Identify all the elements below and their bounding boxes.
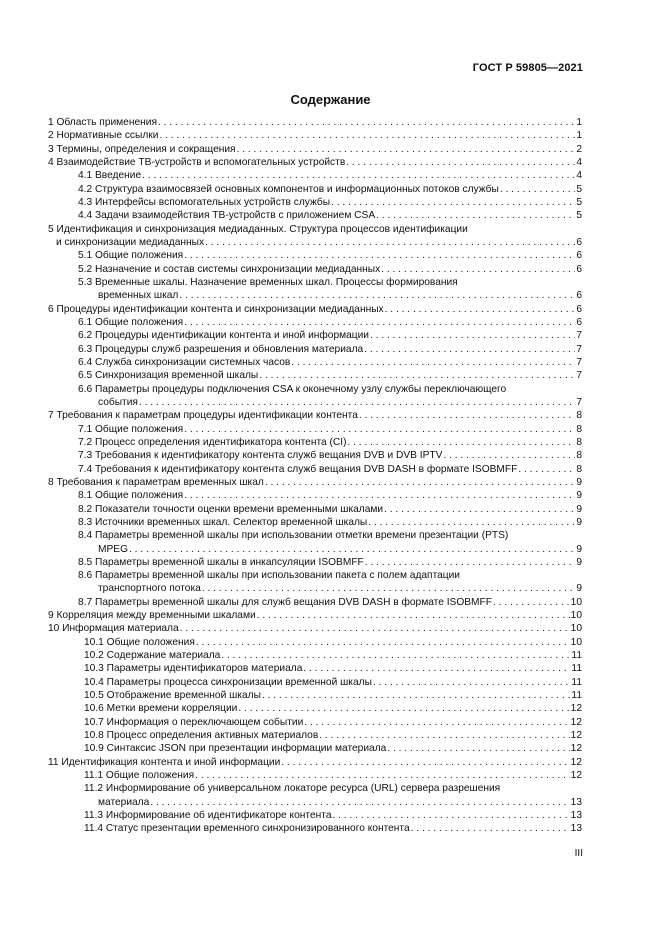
toc-entry-title: 7.4 Требования к идентификатору контента служб вещания DVB DASH в формате ISOBMFF — [78, 463, 518, 475]
toc-entry-page: 10 — [570, 596, 582, 608]
toc-entry-page: 5 — [576, 183, 582, 195]
toc-leader-dots — [385, 303, 576, 316]
toc-leader-dots — [365, 556, 576, 569]
toc-leader-dots — [139, 396, 575, 409]
toc-entry — [48, 463, 582, 476]
toc-leader-dots — [500, 183, 575, 196]
toc-entry-title: 7.1 Общие положения — [78, 423, 184, 435]
toc-entry — [48, 409, 582, 422]
toc-entry-title: 10.2 Содержание материала — [84, 650, 221, 662]
toc-entry-title: 6.1 Общие положения — [78, 316, 184, 328]
toc-entry — [48, 676, 582, 689]
toc-entry-title: 8.1 Общие положения — [78, 490, 184, 502]
toc-entry-page: 6 — [576, 236, 582, 248]
toc-entry — [48, 529, 582, 542]
toc-entry — [48, 196, 582, 209]
toc-entry-title: 10.3 Параметры идентификаторов материала — [84, 663, 303, 675]
toc-entry — [48, 436, 582, 449]
toc-entry — [48, 809, 582, 822]
toc-entry — [48, 236, 582, 249]
toc-entry-page: 12 — [570, 730, 582, 742]
toc-entry — [48, 129, 582, 142]
toc-entry-page: 10 — [570, 610, 582, 622]
toc-entry-title: 6.2 Процедуры идентификации контента и иной информации — [78, 330, 369, 342]
toc-leader-dots — [281, 756, 569, 769]
page-title: Содержание — [290, 92, 371, 107]
toc-leader-dots — [370, 329, 575, 342]
toc-entry-page: 11 — [571, 690, 582, 702]
toc-entry-title: 5.2 Назначение и состав системы синхронизации медиаданных — [78, 263, 381, 275]
toc-leader-dots — [518, 463, 575, 476]
toc-leader-dots — [259, 369, 575, 382]
toc-leader-dots — [381, 263, 575, 276]
toc-entry-title: 10.5 Отображение временной шкалы — [84, 690, 261, 702]
toc-entry — [48, 756, 582, 769]
toc-entry-page: 9 — [576, 476, 582, 488]
toc-entry-page: 13 — [570, 810, 582, 822]
toc-entry — [48, 423, 582, 436]
toc-entry-page: 8 — [576, 423, 582, 435]
toc-leader-dots — [180, 622, 570, 635]
toc-entry-page: 9 — [576, 490, 582, 502]
toc-entry-page: 11 — [571, 663, 582, 675]
toc-entry-title: 8.5 Параметры временной шкалы в инкапсуляции ISOBMFF — [78, 556, 364, 568]
toc-entry-title: 8.7 Параметры временной шкалы для служб вещания DVB DASH в формате ISOBMFF — [78, 596, 492, 608]
toc-entry-title: 9 Корреляция между временными шкалами — [48, 610, 256, 622]
toc-leader-dots — [159, 129, 575, 142]
toc-entry-page: 7 — [576, 330, 582, 342]
toc-leader-dots — [304, 716, 569, 729]
toc-entry — [48, 729, 582, 742]
toc-entry-page: 8 — [576, 436, 582, 448]
table-of-contents — [48, 116, 582, 836]
toc-leader-dots — [184, 316, 575, 329]
toc-entry — [48, 316, 582, 329]
toc-leader-dots — [332, 809, 569, 822]
toc-entry-title: и синхронизации медиаданных — [56, 236, 205, 248]
toc-leader-dots — [142, 169, 575, 182]
toc-leader-dots — [221, 649, 570, 662]
toc-entry-page: 11 — [571, 676, 582, 688]
toc-entry-page: 4 — [576, 170, 582, 182]
toc-entry — [48, 822, 582, 835]
toc-entry-page: 2 — [576, 143, 582, 155]
toc-entry-title: временных шкал — [98, 290, 179, 302]
toc-entry-page: 13 — [570, 796, 582, 808]
toc-entry-page: 1 — [576, 130, 582, 142]
standard-code: ГОСТ Р 59805—2021 — [472, 62, 583, 74]
toc-leader-dots — [238, 702, 569, 715]
toc-entry — [48, 649, 582, 662]
toc-leader-dots — [493, 596, 570, 609]
toc-entry — [48, 716, 582, 729]
toc-entry-page: 12 — [570, 703, 582, 715]
toc-entry — [48, 556, 582, 569]
toc-entry-title: 6 Процедуры идентификации контента и синхронизации медиаданных — [48, 303, 384, 315]
toc-entry — [48, 449, 582, 462]
toc-entry-title: 10.9 Синтаксис JSON при презентации информации материала — [84, 743, 387, 755]
toc-leader-dots — [364, 343, 575, 356]
toc-entry — [48, 356, 582, 369]
toc-entry-page: 8 — [576, 410, 582, 422]
toc-entry — [48, 183, 582, 196]
toc-entry-page: 12 — [570, 756, 582, 768]
toc-entry-page: 11 — [571, 650, 582, 662]
toc-leader-dots — [443, 449, 575, 462]
toc-entry-title: 11.3 Информирование об идентификаторе контента — [84, 810, 332, 822]
toc-entry — [48, 662, 582, 675]
toc-entry — [48, 782, 582, 795]
toc-leader-dots — [184, 489, 575, 502]
toc-entry-title: 6.4 Служба синхронизации системных часов — [78, 356, 291, 368]
toc-entry-page: 4 — [576, 156, 582, 168]
toc-entry-title: MPEG — [98, 543, 129, 555]
toc-entry-title: 8 Требования к параметрам временных шкал — [48, 476, 264, 488]
toc-entry — [48, 596, 582, 609]
toc-leader-dots — [196, 636, 570, 649]
toc-entry-title: 5 Идентификация и синхронизация медиаданных. Структура процессов идентификации — [48, 223, 468, 235]
toc-entry — [48, 516, 582, 529]
toc-entry — [48, 263, 582, 276]
toc-entry-page: 9 — [576, 516, 582, 528]
toc-entry — [48, 209, 582, 222]
toc-entry-title: 8.4 Параметры временной шкалы при использовании отметки времени презентации (PTS) — [78, 530, 509, 542]
toc-leader-dots — [331, 196, 575, 209]
toc-leader-dots — [373, 676, 571, 689]
page-number: III — [574, 848, 583, 859]
toc-entry — [48, 503, 582, 516]
toc-leader-dots — [262, 689, 571, 702]
toc-leader-dots — [237, 143, 576, 156]
toc-entry — [48, 156, 582, 169]
toc-entry-title: 6.5 Синхронизация временной шкалы — [78, 370, 259, 382]
toc-entry-page: 8 — [576, 450, 582, 462]
toc-entry-title: 11.4 Статус презентации временного синхронизированного контента — [84, 823, 410, 835]
toc-entry-title: 8.6 Параметры временной шкалы при использовании пакета с полем адаптации — [78, 570, 460, 582]
toc-entry-title: 4.4 Задачи взаимодействия ТВ-устройств с приложением CSA — [78, 210, 376, 222]
toc-entry-title: 4 Взаимодействие ТВ-устройств и вспомогательных устройств — [48, 156, 346, 168]
toc-entry-page: 6 — [576, 263, 582, 275]
toc-leader-dots — [184, 423, 575, 436]
toc-entry-page: 6 — [576, 303, 582, 315]
toc-entry-page: 9 — [576, 583, 582, 595]
toc-entry-page: 12 — [570, 716, 582, 728]
toc-entry-page: 7 — [576, 343, 582, 355]
toc-entry-title: 6.3 Процедуры служб разрешения и обновления материала — [78, 343, 364, 355]
toc-leader-dots — [346, 156, 575, 169]
toc-entry-title: 10.1 Общие положения — [84, 636, 195, 648]
toc-entry-page: 6 — [576, 250, 582, 262]
toc-entry-title: 6.6 Параметры процедуры подключения CSA к оконечному узлу службы переключающего — [78, 383, 507, 395]
toc-entry-page: 13 — [570, 823, 582, 835]
toc-leader-dots — [319, 729, 569, 742]
toc-entry — [48, 742, 582, 755]
toc-entry-title: 11.2 Информирование об универсальном локаторе ресурса (URL) сервера разрешения — [84, 783, 501, 795]
toc-entry — [48, 396, 582, 409]
toc-entry — [48, 276, 582, 289]
toc-entry — [48, 489, 582, 502]
toc-leader-dots — [202, 582, 576, 595]
toc-entry-title: 7 Требования к параметрам процедуры идентификации контента — [48, 410, 358, 422]
toc-leader-dots — [205, 236, 575, 249]
toc-entry — [48, 249, 582, 262]
toc-leader-dots — [359, 409, 575, 422]
toc-entry — [48, 329, 582, 342]
toc-entry-title: 11 Идентификация контента и иной информации — [48, 756, 281, 768]
toc-leader-dots — [303, 662, 570, 675]
toc-leader-dots — [376, 209, 575, 222]
toc-entry-title: 10.4 Параметры процесса синхронизации временной шкалы — [84, 676, 372, 688]
toc-entry — [48, 796, 582, 809]
toc-entry — [48, 609, 582, 622]
toc-entry-page: 9 — [576, 503, 582, 515]
toc-leader-dots — [179, 289, 575, 302]
toc-entry-title: 4.1 Введение — [78, 170, 142, 182]
toc-entry-title: 2 Нормативные ссылки — [48, 130, 159, 142]
toc-entry — [48, 223, 582, 236]
toc-entry-title: события — [98, 396, 138, 408]
toc-entry-page: 6 — [576, 316, 582, 328]
toc-entry-page: 12 — [570, 770, 582, 782]
toc-entry-title: 7.2 Процесс определения идентификатора контента (CI) — [78, 436, 347, 448]
toc-entry — [48, 143, 582, 156]
toc-entry-title: 4.2 Структура взаимосвязей основных компонентов и информационных потоков службы — [78, 183, 499, 195]
toc-entry — [48, 769, 582, 782]
toc-leader-dots — [411, 822, 570, 835]
toc-entry — [48, 569, 582, 582]
toc-entry-page: 5 — [576, 196, 582, 208]
toc-entry — [48, 343, 582, 356]
toc-entry-page: 6 — [576, 290, 582, 302]
toc-entry — [48, 289, 582, 302]
toc-leader-dots — [184, 249, 575, 262]
toc-leader-dots — [150, 796, 569, 809]
toc-entry-page: 7 — [576, 356, 582, 368]
toc-leader-dots — [368, 516, 575, 529]
toc-entry — [48, 169, 582, 182]
toc-entry-title: 10.7 Информация о переключающем событии — [84, 716, 304, 728]
toc-entry-page: 12 — [570, 743, 582, 755]
toc-entry — [48, 116, 582, 129]
toc-entry — [48, 582, 582, 595]
toc-entry-title: 10 Информация материала — [48, 623, 179, 635]
toc-entry — [48, 622, 582, 635]
toc-leader-dots — [347, 436, 575, 449]
toc-entry-page: 1 — [576, 117, 582, 128]
toc-entry — [48, 303, 582, 316]
toc-entry-page: 7 — [576, 396, 582, 408]
toc-leader-dots — [384, 503, 575, 516]
toc-entry-title: 8.3 Источники временных шкал. Селектор временной шкалы — [78, 516, 368, 528]
toc-entry-page: 5 — [576, 210, 582, 222]
toc-entry-title: 11.1 Общие положения — [84, 770, 195, 782]
toc-entry-title: 10.8 Процесс определения активных материалов — [84, 730, 319, 742]
toc-entry-title: материала — [98, 796, 150, 808]
toc-entry-title: 5.3 Временные шкалы. Назначение временных шкал. Процессы формирования — [78, 276, 458, 288]
toc-entry — [48, 369, 582, 382]
toc-entry-title: 3 Термины, определения и сокращения — [48, 143, 236, 155]
toc-entry-page: 8 — [576, 463, 582, 475]
toc-entry — [48, 636, 582, 649]
toc-entry-page: 7 — [576, 370, 582, 382]
toc-leader-dots — [195, 769, 570, 782]
toc-entry-title: 5.1 Общие положения — [78, 250, 184, 262]
toc-leader-dots — [387, 742, 569, 755]
toc-entry — [48, 543, 582, 556]
toc-entry-page: 10 — [570, 623, 582, 635]
toc-entry — [48, 689, 582, 702]
toc-entry-page: 10 — [570, 636, 582, 648]
toc-leader-dots — [265, 476, 575, 489]
toc-entry-page: 9 — [576, 556, 582, 568]
toc-entry — [48, 476, 582, 489]
toc-entry-title: 1 Область применения — [48, 117, 157, 128]
toc-entry-title: 4.3 Интерфейсы вспомогательных устройств службы — [78, 196, 331, 208]
toc-leader-dots — [257, 609, 570, 622]
toc-entry-title: транспортного потока — [98, 583, 201, 595]
toc-leader-dots — [158, 116, 575, 129]
toc-entry-title: 7.3 Требования к идентификатору контента служб вещания DVB и DVB IPTV — [78, 450, 443, 462]
toc-entry — [48, 702, 582, 715]
toc-entry-title: 8.2 Показатели точности оценки времени временными шкалами — [78, 503, 384, 515]
toc-entry-title: 10.6 Метки времени корреляции — [84, 703, 238, 715]
toc-leader-dots — [291, 356, 575, 369]
toc-leader-dots — [129, 543, 575, 556]
toc-entry-page: 9 — [576, 543, 582, 555]
toc-entry — [48, 383, 582, 396]
